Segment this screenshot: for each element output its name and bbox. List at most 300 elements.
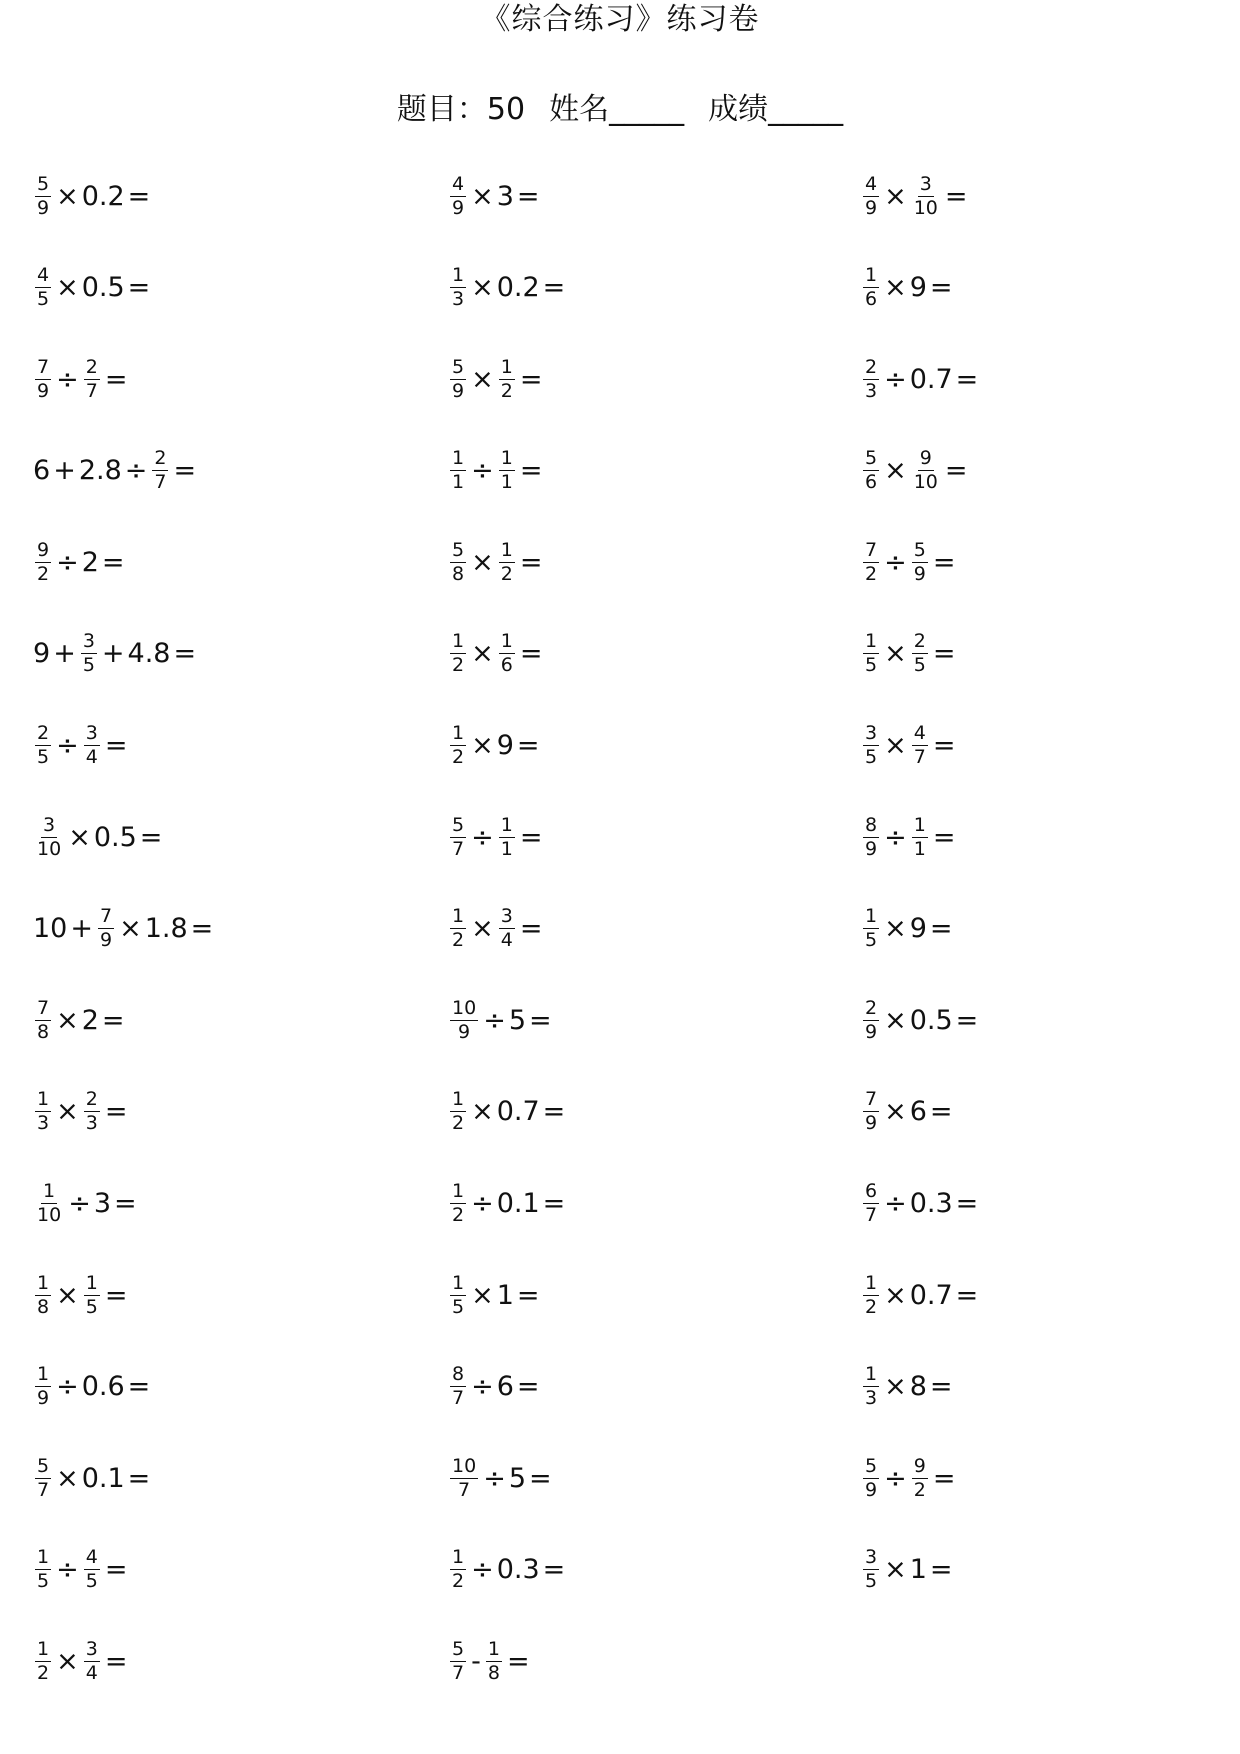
fraction-denominator: 10 [913, 196, 938, 219]
operator: = [955, 1004, 979, 1036]
fraction-denominator: 7 [154, 471, 167, 494]
fraction-denominator: 9 [865, 837, 878, 860]
fraction [84, 357, 100, 402]
fraction [450, 815, 466, 860]
fraction-numerator: 1 [452, 264, 465, 287]
fraction-numerator: 1 [43, 1180, 56, 1203]
fraction [912, 1456, 928, 1501]
fraction-denominator: 9 [865, 1112, 878, 1135]
number: 1.8 [144, 913, 188, 945]
fraction [499, 631, 515, 676]
fraction-denominator: 8 [487, 1662, 500, 1684]
fraction [35, 998, 51, 1043]
fraction-numerator: 1 [487, 1638, 500, 1660]
operator: ÷ [884, 546, 907, 578]
fraction-denominator: 9 [913, 562, 926, 585]
math-problem [448, 166, 543, 226]
fraction-numerator: 8 [865, 813, 878, 836]
fraction-numerator: 9 [37, 538, 50, 561]
fraction [450, 540, 466, 585]
number: 1 [496, 1279, 514, 1311]
problem-row [33, 1174, 1233, 1266]
fraction-numerator: 9 [913, 1454, 926, 1477]
fraction-numerator: 8 [452, 1363, 465, 1386]
problem-row [33, 1082, 1233, 1174]
fraction-denominator: 5 [865, 654, 878, 677]
fraction-numerator: 5 [452, 355, 465, 378]
fraction-numerator: 7 [99, 905, 113, 928]
math-problem [33, 441, 199, 501]
operator: ÷ [884, 1188, 907, 1220]
math-problem [861, 349, 981, 409]
number: 0.5 [93, 821, 137, 853]
fraction-numerator: 9 [919, 447, 932, 470]
fraction [152, 448, 168, 493]
math-problem [448, 1357, 543, 1417]
fraction-denominator: 9 [865, 196, 878, 219]
fraction-denominator: 7 [85, 379, 98, 402]
fraction-denominator: 9 [452, 196, 465, 219]
operator: = [104, 1096, 128, 1128]
fraction [863, 1273, 879, 1318]
fraction [499, 815, 515, 860]
fraction-denominator: 5 [85, 1570, 98, 1593]
fraction-numerator: 7 [37, 355, 50, 378]
math-problem [33, 624, 199, 684]
fraction [863, 1547, 879, 1592]
fraction-numerator: 4 [452, 172, 465, 195]
fraction [35, 1181, 63, 1226]
operator: × [884, 913, 907, 945]
fraction [450, 1456, 478, 1501]
fraction-denominator: 3 [865, 379, 878, 402]
fraction-denominator: 9 [865, 1020, 878, 1043]
fraction [912, 723, 928, 768]
fraction-denominator: 10 [37, 1204, 62, 1227]
fraction [450, 448, 466, 493]
operator: ÷ [56, 363, 79, 395]
fraction-denominator: 5 [37, 1570, 50, 1593]
fraction-denominator: 3 [85, 1112, 98, 1135]
math-problem [33, 532, 128, 592]
math-problem [448, 1265, 543, 1325]
fraction-numerator: 2 [913, 630, 926, 653]
fraction-denominator: 7 [452, 1387, 465, 1410]
page-title: 《综合练习》练习卷 [480, 2, 760, 37]
number: 0.7 [909, 363, 953, 395]
number: 9 [909, 913, 927, 945]
fraction-numerator: 4 [37, 264, 50, 287]
math-problem [33, 1632, 130, 1692]
math-problem [33, 1265, 130, 1325]
math-problem [448, 807, 545, 867]
operator: + [101, 638, 125, 670]
operator: = [519, 363, 543, 395]
fraction-numerator: 3 [865, 1546, 878, 1569]
operator: = [519, 913, 543, 945]
number: 0.6 [81, 1371, 125, 1403]
number: 8 [909, 1371, 927, 1403]
operator: = [104, 363, 128, 395]
math-problem [861, 532, 958, 592]
number: 6 [33, 455, 51, 487]
fraction-denominator: 3 [865, 1387, 878, 1410]
fraction-denominator: 6 [865, 471, 878, 494]
fraction-numerator: 1 [865, 905, 878, 928]
problem-row [33, 990, 1233, 1082]
operator: × [56, 1646, 79, 1677]
fraction [450, 1181, 466, 1226]
math-problem [448, 1448, 555, 1508]
fraction [863, 540, 879, 585]
fraction-numerator: 2 [865, 996, 878, 1019]
math-problem [33, 899, 216, 959]
fraction-denominator: 7 [452, 837, 465, 860]
operator: = [542, 272, 566, 304]
math-problem [33, 716, 130, 776]
operator: = [139, 821, 163, 853]
number: 0.5 [909, 1004, 953, 1036]
fraction-numerator: 1 [452, 630, 465, 653]
operator: = [519, 821, 543, 853]
operator: × [884, 638, 907, 670]
problem-row [33, 1448, 1233, 1540]
name-field: 姓名_____ [549, 92, 685, 127]
fraction-numerator: 1 [452, 722, 465, 745]
operator: × [68, 821, 91, 853]
fraction [35, 1547, 51, 1592]
operator: = [932, 730, 956, 762]
fraction [499, 540, 515, 585]
fraction [863, 1181, 879, 1226]
fraction-numerator: 3 [919, 172, 932, 195]
fraction-numerator: 1 [452, 1088, 465, 1111]
math-problem [448, 1632, 533, 1692]
fraction-denominator: 2 [452, 746, 465, 769]
operator: - [471, 1646, 481, 1677]
problem-count: 50 [486, 92, 526, 127]
math-problem [33, 990, 128, 1050]
problem-row [33, 807, 1233, 899]
fraction-denominator: 9 [452, 379, 465, 402]
fraction [450, 1639, 466, 1684]
operator: = [929, 1371, 953, 1403]
fraction-numerator: 4 [865, 172, 878, 195]
math-problem [33, 1448, 153, 1508]
operator: = [932, 821, 956, 853]
operator: = [932, 546, 956, 578]
fraction-denominator: 2 [452, 929, 465, 952]
fraction [35, 723, 51, 768]
fraction-denominator: 3 [37, 1112, 50, 1135]
problem-row [33, 1540, 1233, 1632]
number: 3 [496, 180, 514, 212]
math-problem [33, 349, 130, 409]
operator: × [884, 730, 907, 762]
fraction-numerator: 2 [85, 355, 98, 378]
fraction-numerator: 1 [37, 1363, 50, 1386]
number: 0.2 [81, 180, 125, 212]
fraction-denominator: 2 [452, 1112, 465, 1135]
fraction-numerator: 3 [865, 722, 878, 745]
fraction [450, 723, 466, 768]
operator: = [929, 1096, 953, 1128]
number: 9 [909, 272, 927, 304]
fraction [912, 631, 928, 676]
operator: × [471, 638, 494, 670]
fraction-denominator: 5 [37, 288, 50, 311]
math-problem [861, 258, 956, 318]
fraction-numerator: 5 [452, 813, 465, 836]
number: 0.1 [496, 1188, 540, 1220]
operator: + [53, 455, 76, 487]
fraction-numerator: 5 [865, 1454, 878, 1477]
fraction [35, 174, 51, 219]
operator: + [70, 913, 93, 945]
worksheet-info [0, 92, 1240, 128]
fraction-denominator: 5 [913, 654, 926, 677]
fraction-denominator: 1 [500, 471, 513, 494]
operator: × [56, 1004, 79, 1036]
fraction-numerator: 1 [452, 447, 465, 470]
operator: = [104, 1279, 128, 1311]
operator: = [127, 1371, 151, 1403]
math-problem [861, 807, 958, 867]
problem-row [33, 532, 1233, 624]
operator: + [53, 638, 76, 670]
operator: × [56, 272, 79, 304]
fraction-denominator: 7 [452, 1662, 465, 1684]
operator: ÷ [471, 455, 494, 487]
number: 5 [508, 1004, 526, 1036]
operator: × [884, 455, 907, 487]
fraction-numerator: 2 [154, 447, 167, 470]
fraction-numerator: 6 [865, 1180, 878, 1203]
number: 0.3 [496, 1554, 540, 1586]
fraction-denominator: 5 [37, 746, 50, 769]
operator: = [529, 1004, 552, 1036]
operator: = [173, 638, 197, 670]
operator: = [506, 1646, 530, 1677]
fraction-numerator: 1 [37, 1638, 50, 1660]
operator: × [56, 1279, 79, 1311]
operator: ÷ [471, 1554, 494, 1586]
operator: = [929, 272, 953, 304]
operator: × [884, 1096, 907, 1128]
number: 0.5 [81, 272, 125, 304]
fraction [450, 174, 466, 219]
fraction-numerator: 1 [37, 1271, 50, 1294]
operator: = [516, 180, 540, 212]
operator: × [471, 180, 494, 212]
math-problem [448, 1174, 568, 1234]
fraction [499, 448, 515, 493]
operator: = [529, 1462, 552, 1494]
fraction [84, 1639, 100, 1684]
fraction-numerator: 5 [37, 172, 50, 195]
operator: = [104, 1554, 128, 1586]
math-problem [33, 1174, 140, 1234]
fraction-denominator: 8 [37, 1020, 50, 1043]
math-problem [861, 166, 971, 226]
fraction-numerator: 1 [452, 905, 465, 928]
fraction-denominator: 6 [865, 288, 878, 311]
math-problem [861, 441, 971, 501]
number: 5 [508, 1462, 526, 1494]
fraction-numerator: 3 [43, 813, 56, 836]
fraction-numerator: 1 [452, 1546, 465, 1569]
operator: × [884, 180, 907, 212]
fraction-numerator: 1 [37, 1088, 50, 1111]
operator: ÷ [471, 1188, 494, 1220]
operator: × [471, 1279, 494, 1311]
operator: = [519, 455, 543, 487]
fraction [450, 357, 466, 402]
number: 2.8 [78, 455, 122, 487]
fraction [863, 723, 879, 768]
math-problem [448, 1082, 568, 1142]
fraction [863, 815, 879, 860]
fraction-denominator: 2 [865, 1295, 878, 1318]
operator: ÷ [483, 1462, 506, 1494]
score-field: 成绩_____ [708, 92, 844, 127]
math-problem [861, 899, 956, 959]
fraction-numerator: 1 [913, 813, 926, 836]
fraction [912, 448, 940, 493]
fraction-denominator: 2 [37, 1662, 50, 1684]
fraction-numerator: 2 [37, 722, 50, 745]
fraction [450, 998, 478, 1043]
fraction [84, 1089, 100, 1134]
operator: = [516, 1371, 540, 1403]
math-problem [448, 258, 568, 318]
operator: ÷ [884, 821, 907, 853]
operator: × [56, 1096, 79, 1128]
operator: × [471, 913, 494, 945]
fraction-numerator: 7 [865, 538, 878, 561]
fraction-numerator: 1 [865, 1271, 878, 1294]
operator: = [104, 730, 128, 762]
fraction [35, 815, 63, 860]
fraction-denominator: 7 [865, 1204, 878, 1227]
fraction-numerator: 2 [85, 1088, 98, 1111]
fraction-denominator: 9 [99, 929, 113, 952]
fraction-numerator: 3 [82, 630, 95, 653]
math-problem [861, 1082, 956, 1142]
operator: = [173, 455, 197, 487]
operator: × [884, 272, 907, 304]
fraction [35, 1456, 51, 1501]
fraction-numerator: 4 [913, 722, 926, 745]
operator: × [884, 1004, 907, 1036]
fraction [863, 906, 879, 951]
fraction-denominator: 2 [865, 562, 878, 585]
fraction [863, 174, 879, 219]
fraction-denominator: 5 [85, 1295, 98, 1318]
math-problem [861, 990, 981, 1050]
fraction [84, 1273, 100, 1318]
math-problem [33, 1540, 130, 1600]
fraction-denominator: 2 [452, 1570, 465, 1593]
fraction-denominator: 5 [82, 654, 95, 677]
operator: × [884, 1371, 907, 1403]
fraction-numerator: 5 [452, 538, 465, 561]
math-problem [33, 258, 153, 318]
fraction [35, 357, 51, 402]
fraction [81, 631, 97, 676]
operator: = [101, 546, 125, 578]
fraction-numerator: 7 [865, 1088, 878, 1111]
number: 6 [496, 1371, 514, 1403]
fraction-denominator: 3 [452, 288, 465, 311]
problem-row [33, 716, 1233, 808]
operator: × [884, 1279, 907, 1311]
fraction-numerator: 10 [452, 1454, 477, 1477]
fraction [450, 906, 466, 951]
fraction-denominator: 9 [37, 379, 50, 402]
number: 2 [81, 1004, 99, 1036]
problem-row [33, 349, 1233, 441]
fraction [863, 265, 879, 310]
fraction [863, 998, 879, 1043]
fraction [35, 1273, 51, 1318]
operator: ÷ [483, 1004, 506, 1036]
fraction-denominator: 4 [85, 746, 98, 769]
fraction-numerator: 1 [37, 1546, 50, 1569]
fraction-denominator: 9 [458, 1020, 471, 1043]
fraction [863, 1089, 879, 1134]
fraction-denominator: 5 [865, 1570, 878, 1593]
operator: ÷ [68, 1188, 91, 1220]
operator: = [955, 1188, 979, 1220]
fraction-denominator: 5 [865, 929, 878, 952]
number: 10 [33, 913, 68, 945]
fraction [912, 540, 928, 585]
number: 9 [33, 638, 51, 670]
fraction-numerator: 4 [85, 1546, 98, 1569]
fraction-denominator: 2 [913, 1478, 926, 1501]
fraction [863, 448, 879, 493]
fraction-numerator: 10 [452, 996, 477, 1019]
number: 6 [909, 1096, 927, 1128]
fraction-numerator: 3 [85, 1638, 98, 1660]
problem-row [33, 624, 1233, 716]
operator: = [127, 180, 151, 212]
operator: × [471, 730, 494, 762]
operator: ÷ [124, 455, 148, 487]
fraction-numerator: 1 [500, 813, 513, 836]
fraction [450, 1089, 466, 1134]
fraction-numerator: 1 [500, 447, 513, 470]
operator: × [56, 180, 79, 212]
math-problem [861, 1448, 958, 1508]
fraction-denominator: 1 [913, 837, 926, 860]
problem-row [33, 258, 1233, 350]
number: 0.3 [909, 1188, 953, 1220]
operator: ÷ [56, 1554, 79, 1586]
fraction-denominator: 2 [500, 562, 513, 585]
operator: = [542, 1096, 566, 1128]
math-problem [448, 532, 545, 592]
math-problem [33, 1082, 130, 1142]
fraction [35, 1089, 51, 1134]
operator: × [119, 913, 142, 945]
fraction [35, 540, 51, 585]
math-problem [861, 1174, 981, 1234]
operator: = [127, 272, 151, 304]
fraction-numerator: 1 [500, 538, 513, 561]
math-problem [33, 807, 165, 867]
